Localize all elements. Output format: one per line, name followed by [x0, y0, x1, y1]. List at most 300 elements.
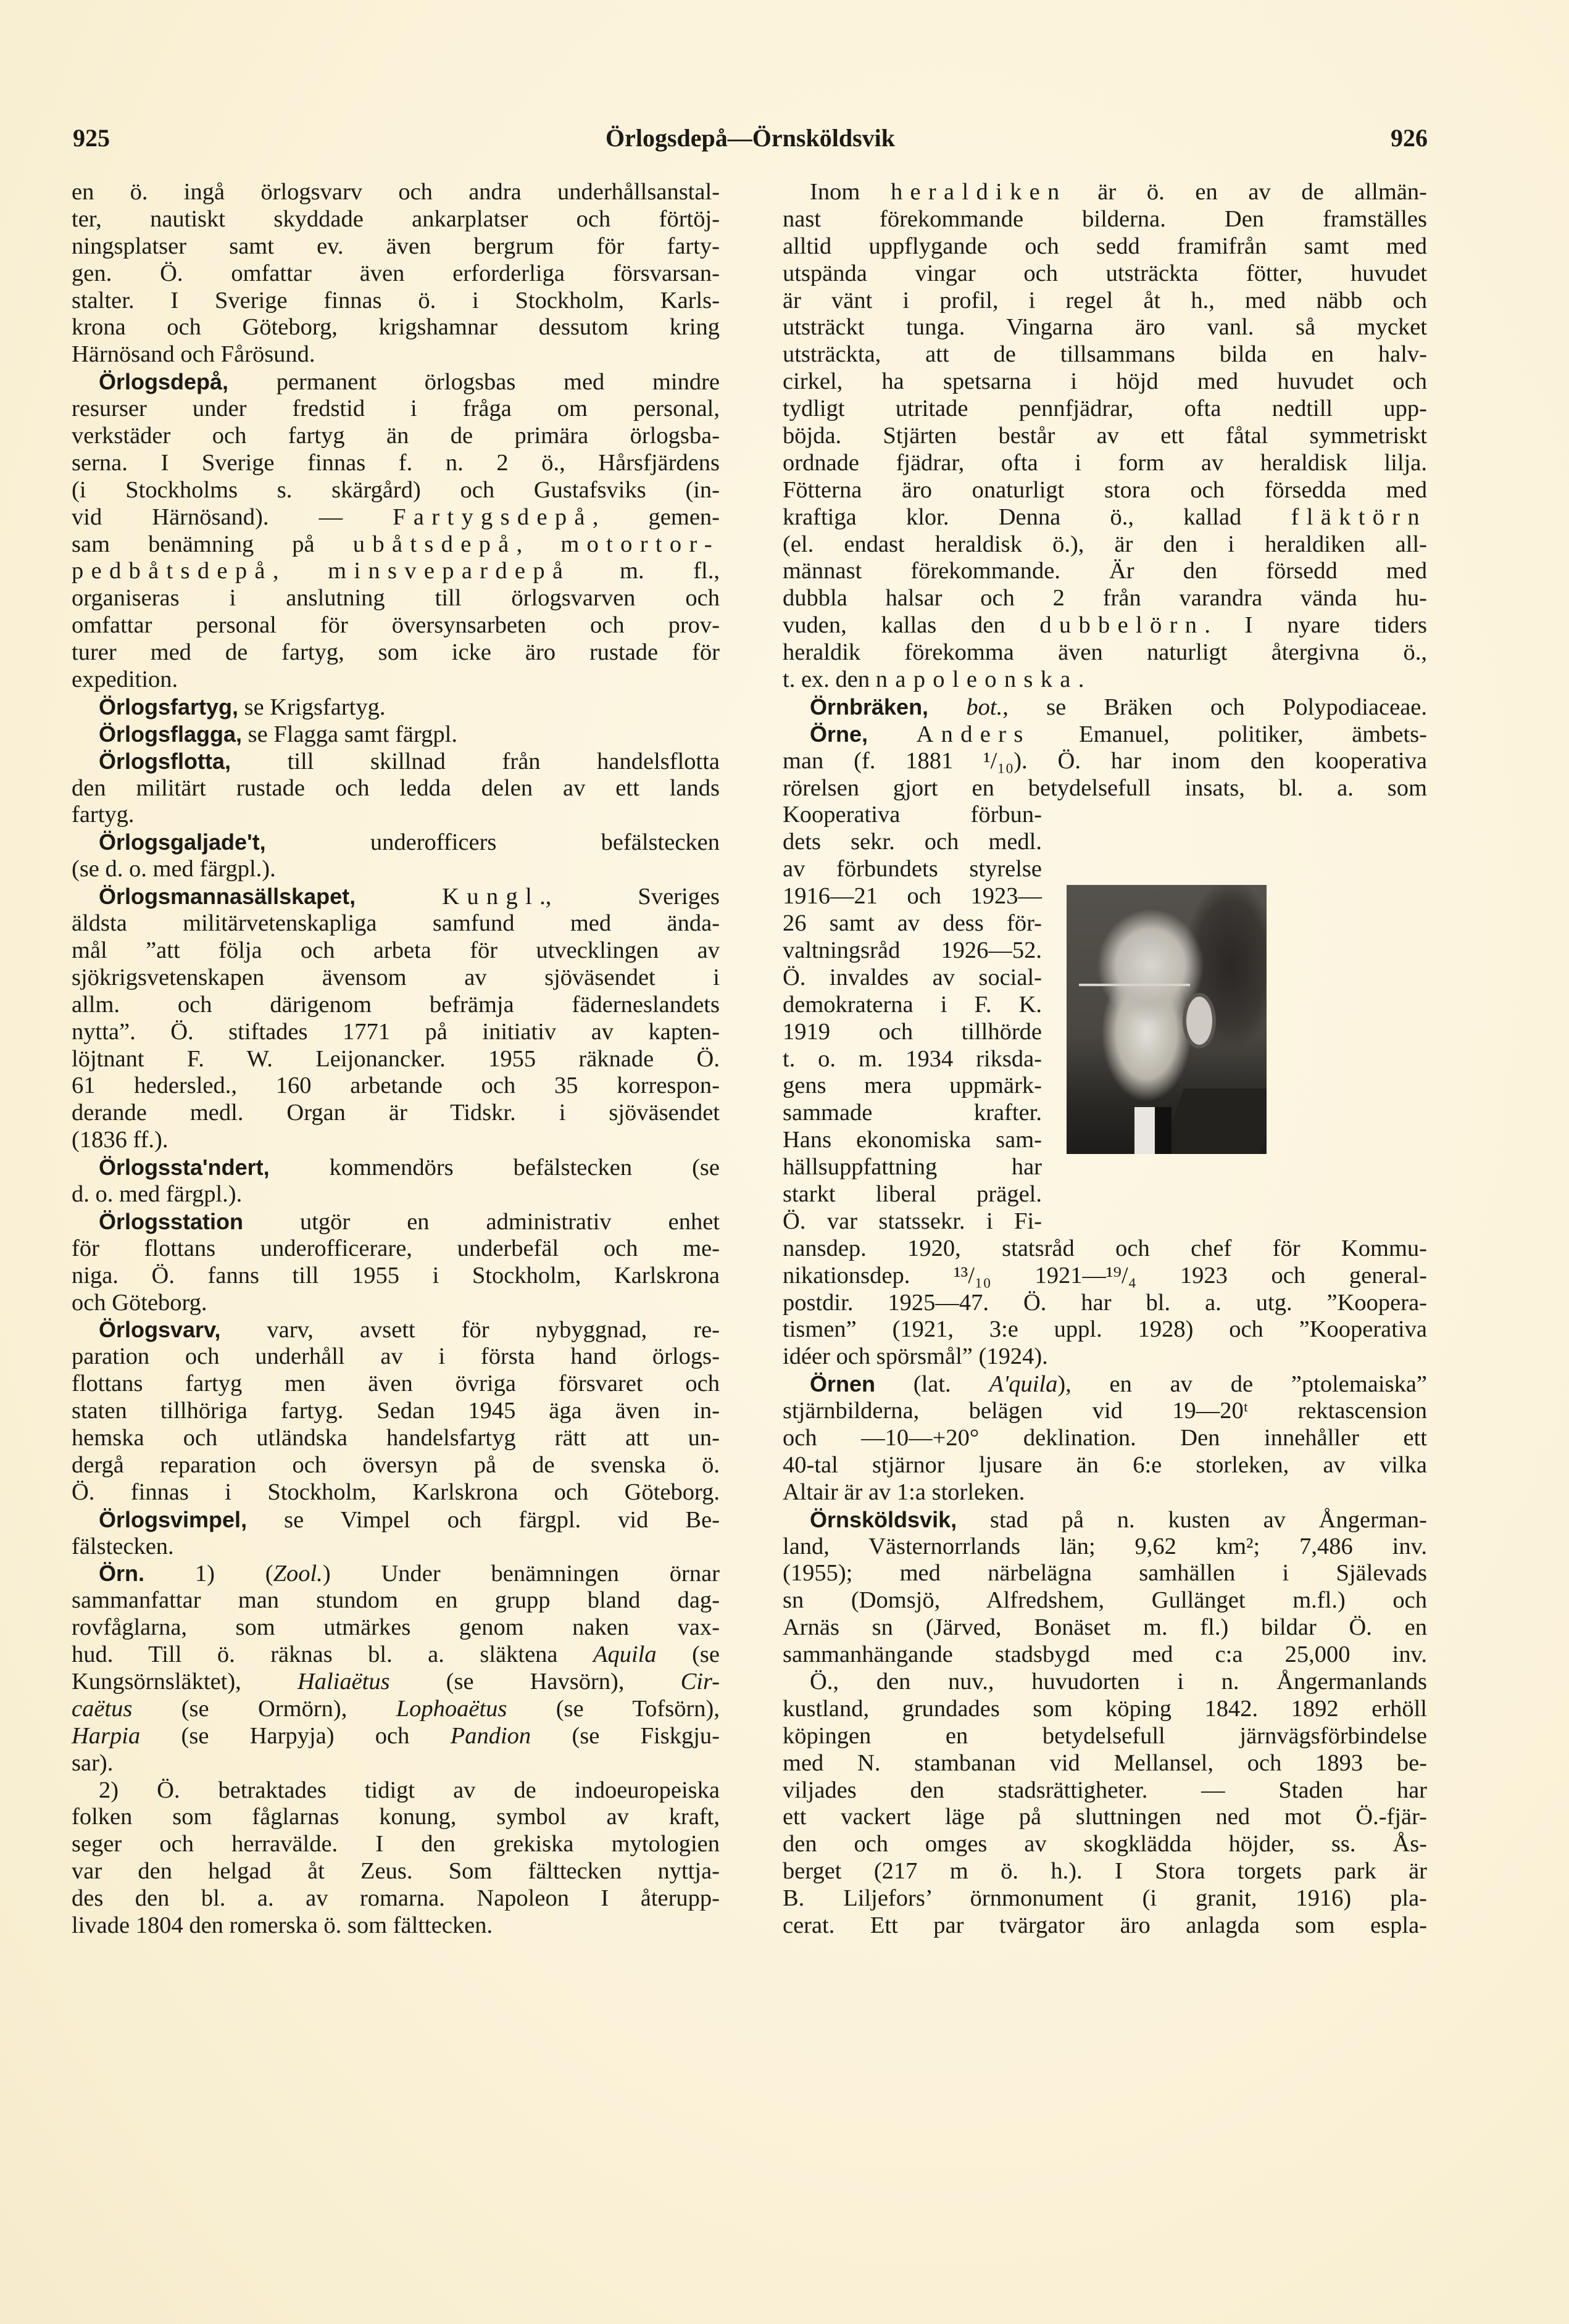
text-line: [783, 531, 1427, 558]
text-line: [783, 775, 1427, 802]
text-run: hemska och utländska handelsfartyg rätt att un-: [72, 1424, 720, 1451]
text-line: [783, 1398, 1427, 1425]
text-run: rovfåglarna, som utmärkes genom naken vax-: [72, 1614, 720, 1641]
running-title: Örlogsdepå—Örnsköldsvik: [605, 124, 895, 152]
text-line: [783, 1316, 1427, 1343]
text-line: [72, 639, 720, 666]
text-run: stjärnbilderna, belägen vid 19—20ᵗ rektascension: [783, 1398, 1427, 1424]
text-line: [72, 1343, 720, 1371]
text-line: [783, 233, 1427, 260]
text-line: [72, 1723, 720, 1750]
text-run: des den bl. a. av romarna. Napoleon I återupp-: [72, 1885, 720, 1912]
text-line: [72, 1669, 720, 1696]
headword: Örlogsfartyg,: [99, 694, 239, 720]
text-run: permanent örlogsbas med mindre: [228, 369, 720, 396]
entry-headword-line: [72, 1560, 720, 1587]
text-line: [72, 1533, 720, 1561]
text-run: en ö. ingå örlogsvarv och andra underhållsanstal-: [72, 179, 720, 205]
text-run: ), en av de ”ptolemaiska”: [1057, 1371, 1427, 1398]
entry-headword-line: [72, 721, 720, 748]
text-run: och —10—+20° deklination. Den innehåller ett: [783, 1424, 1427, 1451]
italic-term: Aquila: [593, 1641, 657, 1668]
spaced-term: fläktörn: [1291, 504, 1427, 530]
text-line: [783, 1452, 1427, 1479]
text-run: 40-tal stjärnor ljusare än 6:e storleken, av vilka: [783, 1451, 1427, 1478]
text-run: dets sekr. och medl.: [783, 829, 1042, 855]
text-line: [72, 1127, 720, 1154]
headword: Örlogsvarv,: [99, 1317, 221, 1343]
text-line: [72, 910, 720, 937]
entry-headword-line: [72, 694, 720, 721]
text-run: ningsplatser samt ev. även bergrum för farty-: [72, 233, 720, 259]
text-run: fartyg.: [72, 802, 135, 828]
text-run: (se Tofsörn),: [507, 1695, 720, 1722]
text-line: [72, 1750, 720, 1777]
text-run: ordnade fjädrar, ofta i form av heraldisk lilja.: [783, 449, 1427, 476]
text-line: [72, 1858, 720, 1885]
text-line: [783, 1046, 1042, 1073]
text-run: nast förekommande bilderna. Den framställes: [783, 205, 1427, 232]
text-line: [783, 1723, 1427, 1750]
text-run: (se Fiskgju-: [531, 1722, 720, 1749]
page-number-left: 925: [73, 124, 110, 152]
text-line: [72, 1696, 720, 1723]
text-line: [783, 1831, 1427, 1858]
running-head: [73, 123, 1428, 160]
entry-headword-line: [72, 1208, 720, 1235]
text-line: [72, 1479, 720, 1506]
text-run: (se d. o. med färgpl.).: [72, 856, 276, 882]
text-line: [783, 1587, 1427, 1614]
text-run: är ö. en av de allmän-: [1067, 179, 1427, 205]
portrait-collar: [1134, 1107, 1172, 1154]
text-run: 61 hedersled., 160 arbetande och 35 korrespon-: [72, 1073, 720, 1099]
text-line: [783, 1127, 1042, 1154]
text-run: 26 samt av dess för-: [783, 910, 1042, 937]
text-run: m. fl.,: [570, 558, 720, 584]
text-run: gens mera uppmärk-: [783, 1073, 1042, 1099]
text-run: för flottans underofficerare, underbefäl och me-: [72, 1235, 720, 1261]
text-line: [72, 1181, 720, 1208]
text-run: mål ”att följa och arbeta för utvecklingen av: [72, 937, 720, 963]
text-line: [72, 1912, 720, 1940]
text-run: t. ex. den: [783, 666, 876, 693]
text-line: [72, 1263, 720, 1290]
text-run: kraftiga klor. Denna ö., kallad: [783, 504, 1291, 530]
text-run: verkstäder och fartyg än de primära örlogsba-: [72, 423, 720, 449]
text-run: (1955); med närbelägna samhällen i Själevads: [783, 1560, 1427, 1587]
text-line: [72, 1614, 720, 1641]
text-run: flottans fartyg men även övriga försvaret och: [72, 1371, 720, 1397]
text-run: organiseras i anslutning till örlogsvarven och: [72, 585, 720, 612]
text-line: [72, 1587, 720, 1614]
text-run: Härnösand och Fårösund.: [72, 341, 315, 368]
text-run: var den helgad åt Zeus. Som fälttecken nyttja-: [72, 1858, 720, 1885]
text-run: 1) (: [144, 1561, 273, 1587]
portrait-ear: [1183, 993, 1216, 1048]
text-line: [72, 179, 720, 206]
text-run: heraldik förekomma även naturligt återgivna ö.,: [783, 639, 1427, 666]
entry-headword-line: [72, 1154, 720, 1181]
text-line: [783, 639, 1427, 666]
text-run: ter, nautiskt skyddade ankarplatser och förtöj-: [72, 205, 720, 232]
text-line: [783, 1181, 1042, 1208]
text-run: böjda. Stjärten består av ett fåtal symmetriskt: [783, 423, 1427, 449]
text-line: [72, 1235, 720, 1263]
text-run: (1836 ff.).: [72, 1127, 169, 1153]
text-run: Altair är av 1:a storleken.: [783, 1479, 1025, 1505]
text-line: [72, 1831, 720, 1858]
headword: Örlogsflagga,: [99, 721, 243, 747]
text-run: omfattar personal för översynsarbeten och prov-: [72, 612, 720, 639]
text-line: [72, 1371, 720, 1398]
text-line: [783, 206, 1427, 233]
text-run: underofficers befälstecken: [265, 829, 720, 856]
text-run: dubbla halsar och 2 från varandra vända hu-: [783, 585, 1427, 612]
text-run: hud. Till ö. räknas bl. a. släktena: [72, 1641, 593, 1668]
text-run: sar).: [72, 1749, 114, 1776]
text-run: (i Stockholms s. skärgård) och Gustafsviks (in-: [72, 476, 720, 503]
italic-term: bot.: [966, 694, 1003, 720]
spaced-term: Kungl: [442, 884, 540, 910]
text-line: [783, 585, 1427, 612]
italic-term: Lophoaëtus: [396, 1695, 507, 1722]
text-run: (lat.: [875, 1371, 989, 1398]
text-line: [72, 341, 720, 368]
entry-headword-line: [72, 368, 720, 396]
text-line: [72, 206, 720, 233]
text-run: utsträckta, att de tillsammans bilda en halv-: [783, 341, 1427, 368]
entry-headword-line: [72, 1316, 720, 1343]
text-line: [72, 775, 720, 802]
spaced-term: minsvepardepå: [328, 558, 571, 584]
text-run: rörelsen gjort en betydelsefull insats, bl. a. som: [783, 774, 1427, 801]
text-line: [72, 1019, 720, 1046]
text-run: niga. Ö. fanns till 1955 i Stockholm, Karlskrona: [72, 1262, 720, 1289]
text-line: [783, 748, 1427, 775]
text-line: [783, 1263, 1427, 1290]
text-line: [783, 1208, 1042, 1235]
text-line: [783, 937, 1042, 965]
text-line: [72, 314, 720, 341]
text-line: [783, 1804, 1427, 1831]
text-line: [72, 1398, 720, 1425]
spaced-term: napoleonska: [875, 666, 1078, 693]
text-run: t. o. m. 1934 riksda-: [783, 1045, 1042, 1072]
spaced-term: pedbåtsdepå: [72, 558, 273, 584]
text-line: [783, 1614, 1427, 1641]
text-run: Inom: [810, 179, 891, 205]
text-line: [72, 260, 720, 288]
text-line: [783, 558, 1427, 585]
text-line: [72, 1046, 720, 1073]
text-run: sammade krafter.: [783, 1100, 1042, 1126]
text-line: [783, 1343, 1427, 1371]
text-line: [72, 423, 720, 450]
text-run: demokraterna i F. K.: [783, 991, 1042, 1018]
text-run: (se Ormörn),: [132, 1695, 396, 1722]
text-line: [72, 1641, 720, 1669]
text-line: [72, 612, 720, 639]
left-column: [72, 179, 720, 1940]
text-run: cerat. Ett par tvärgator äro anlagda som espla-: [783, 1912, 1427, 1938]
text-run: vid Härnösand). —: [72, 504, 393, 530]
text-line: [72, 450, 720, 477]
text-line: [783, 368, 1427, 396]
text-run: tydligt utritade pennfjädrar, ofta nedtill upp-: [783, 396, 1427, 422]
text-run: hällsuppfattning har: [783, 1154, 1042, 1181]
text-run: vuden, kallas den: [783, 612, 1040, 639]
text-run: stad på n. kusten av Ångerman-: [957, 1506, 1427, 1533]
text-line: [783, 1290, 1427, 1317]
text-line: [72, 233, 720, 260]
text-run: Emanuel, politiker, ämbets-: [1030, 721, 1427, 747]
italic-term: Cir-: [680, 1668, 720, 1695]
text-run: expedition.: [72, 666, 178, 693]
text-line: [72, 856, 720, 883]
text-run: Ö. var statssekr. i Fi-: [783, 1208, 1042, 1234]
text-line: [783, 1560, 1427, 1587]
text-run: serna. I Sverige finnas f. n. 2 ö., Hårsfjärdens: [72, 449, 720, 476]
text-run: [928, 694, 966, 720]
text-line: [783, 1425, 1427, 1452]
text-line: [783, 1019, 1042, 1046]
text-run: (se Havsörn),: [389, 1668, 681, 1695]
text-run: se Flagga samt färgpl.: [242, 721, 457, 747]
text-run: starkt liberal prägel.: [783, 1181, 1042, 1207]
spaced-term: dubbelörn: [1039, 612, 1205, 639]
text-run: och Göteborg.: [72, 1289, 207, 1316]
text-run: derande medl. Organ är Tidskr. i sjöväsendet: [72, 1100, 720, 1126]
text-run: den militärt rustade och ledda delen av ett lands: [72, 774, 720, 801]
text-line: [72, 1885, 720, 1912]
text-run: postdir. 1925—47. Ö. har bl. a. utg. ”Koopera-: [783, 1289, 1427, 1316]
text-run: (el. endast heraldisk ö.), är den i heraldiken all-: [783, 531, 1427, 557]
text-run: cirkel, ha spetsarna i höjd med huvudet och: [783, 368, 1427, 395]
text-line: [72, 558, 720, 585]
text-run: varv, avsett för nybyggnad, re-: [220, 1317, 720, 1343]
entry-headword-line: [783, 1506, 1427, 1533]
entry-headword-line: [72, 748, 720, 775]
text-line: [783, 1073, 1042, 1100]
spaced-term: motortor-: [560, 531, 720, 557]
text-run: nytta”. Ö. stiftades 1771 på initiativ av kapten-: [72, 1018, 720, 1045]
text-line: [72, 585, 720, 612]
italic-term: Zool.: [273, 1561, 323, 1587]
text-run: berget (217 m ö. h.). I Stora torgets park är: [783, 1858, 1427, 1885]
text-run: valtningsråd 1926—52.: [783, 937, 1042, 963]
text-line: [783, 1479, 1427, 1506]
text-run: se Krigsfartyg.: [238, 694, 386, 720]
text-run: äldsta militärvetenskapliga samfund med ända-: [72, 910, 720, 937]
text-line: [783, 341, 1427, 368]
headword: Örnen: [810, 1371, 876, 1397]
text-run: livade 1804 den romerska ö. som fälttecken.: [72, 1912, 493, 1938]
text-run: resurser under fredstid i fråga om personal,: [72, 396, 720, 422]
text-line: [783, 1235, 1427, 1263]
text-run: med N. stambanan vid Mellansel, och 1893 be-: [783, 1749, 1427, 1776]
spaced-term: Fartygsdepå: [393, 504, 593, 530]
headword: Örlogsgaljade't,: [99, 829, 266, 855]
text-run: ) Under benämningen örnar: [322, 1561, 720, 1587]
text-run: sjökrigsvetenskapen ävensom av sjöväsendet i: [72, 964, 720, 990]
text-run: sn (Domsjö, Alfredshem, Gullänget m.fl.) och: [783, 1587, 1427, 1614]
text-line: [783, 179, 1427, 206]
text-run: 2) Ö. betraktades tidigt av de indoeuropeiska: [99, 1777, 720, 1803]
text-line: [783, 423, 1427, 450]
text-line: [72, 531, 720, 558]
text-run: 1919 och tillhörde: [783, 1018, 1042, 1045]
text-run: ,: [516, 531, 561, 557]
text-line: [72, 992, 720, 1019]
text-run: Ö. invaldes av social-: [783, 964, 1042, 990]
text-line: [72, 1777, 720, 1804]
text-line: [783, 910, 1042, 937]
spaced-term: Anders: [916, 721, 1031, 747]
headword: Örne,: [810, 721, 868, 747]
text-line: [72, 802, 720, 829]
text-line: [72, 1425, 720, 1452]
text-line: [783, 1885, 1427, 1912]
headword: Örlogsstation: [99, 1208, 244, 1234]
text-line: [783, 1669, 1427, 1696]
text-line: [783, 314, 1427, 341]
text-run: paration och underhåll av i första hand örlogs-: [72, 1343, 720, 1370]
text-run: viljades den stadsrättigheter. — Staden har: [783, 1777, 1427, 1803]
text-run: land, Västernorrlands län; 9,62 km²; 7,486 inv.: [783, 1533, 1427, 1559]
text-run: Kungsörnsläktet),: [72, 1668, 298, 1695]
text-run: .: [1078, 666, 1084, 693]
text-run: ett vackert läge på sluttningen ned mot Ö.-fjär-: [783, 1804, 1427, 1830]
headword: Örlogsvimpel,: [99, 1506, 248, 1532]
text-line: [783, 1912, 1427, 1940]
entry-headword-line: [72, 829, 720, 856]
text-run: Hans ekonomiska sam-: [783, 1127, 1042, 1153]
headword: Örlogsflotta,: [99, 748, 231, 774]
text-run: seger och herravälde. I den grekiska mytologien: [72, 1831, 720, 1857]
text-line: [72, 937, 720, 965]
text-line: [783, 965, 1042, 992]
text-run: (se: [656, 1641, 720, 1668]
text-run: fälstecken.: [72, 1533, 174, 1559]
text-line: [72, 1804, 720, 1831]
italic-term: A'quila: [989, 1371, 1058, 1398]
text-run: kustland, grundades som köping 1842. 1892 erhöll: [783, 1695, 1427, 1722]
text-run: . I nyare tiders: [1204, 612, 1427, 639]
portrait-glasses: [1079, 984, 1190, 986]
text-run: ,: [272, 558, 328, 584]
text-line: [72, 666, 720, 694]
text-line: [72, 965, 720, 992]
headword: Örlogsmannasällskapet,: [99, 884, 356, 910]
text-line: [783, 1777, 1427, 1804]
entry-headword-line: [783, 1371, 1427, 1398]
text-line: [783, 288, 1427, 315]
text-line: [72, 288, 720, 315]
text-run: krona och Göteborg, krigshamnar dessutom kring: [72, 314, 720, 341]
text-run: (se Harpyja) och: [140, 1722, 451, 1749]
text-run: köpingen en betydelsefull järnvägsförbindelse: [783, 1722, 1427, 1749]
text-run: ., Sveriges: [539, 884, 720, 910]
entry-headword-line: [72, 883, 720, 910]
text-run: sammanfattar man stundom en grupp bland dag-: [72, 1587, 720, 1614]
text-run: Ö., den nuv., huvudorten i n. Ångermanlands: [810, 1668, 1427, 1695]
portrait-photo-icon: [1067, 885, 1267, 1154]
entry-headword-line: [783, 694, 1427, 721]
text-line: [72, 477, 720, 504]
text-line: [72, 504, 720, 531]
text-line: [72, 1100, 720, 1127]
text-line: [783, 504, 1427, 531]
text-line: [783, 1533, 1427, 1561]
text-line: [783, 802, 1042, 829]
text-run: alltid uppflygande och sedd framifrån samt med: [783, 233, 1427, 259]
page-number-right: 926: [1391, 124, 1428, 152]
text-run: , se Bräken och Polypodiaceae.: [1002, 694, 1427, 720]
text-line: [783, 992, 1042, 1019]
text-line: [783, 1858, 1427, 1885]
text-run: se Vimpel och färgpl. vid Be-: [247, 1506, 720, 1533]
text-line: [783, 856, 1042, 883]
headword: Örn.: [99, 1561, 145, 1587]
text-run: sam benämning på: [72, 531, 353, 557]
text-line: [783, 260, 1427, 288]
text-line: [72, 1073, 720, 1100]
portrait-coat: [1159, 1089, 1267, 1154]
text-run: utgör en administrativ enhet: [243, 1208, 720, 1235]
text-line: [783, 1641, 1427, 1669]
text-line: [783, 612, 1427, 639]
text-run: folken som fåglarnas konung, symbol av kraft,: [72, 1804, 720, 1830]
text-run: B. Liljefors’ örnmonument (i granit, 1916) pla-: [783, 1885, 1427, 1912]
text-run: är vänt i profil, i regel åt h., med näbb och: [783, 287, 1427, 313]
headword: Örlogssta'ndert,: [99, 1155, 270, 1181]
text-run: sammanhängande stadsbygd med c:a 25,000 inv.: [783, 1641, 1427, 1668]
text-run: nansdep. 1920, statsråd och chef för Kommu-: [783, 1235, 1427, 1261]
text-run: utsträckt tunga. Vingarna äro vanl. så mycket: [783, 314, 1427, 341]
text-run: löjtnant F. W. Leijonancker. 1955 räknade Ö.: [72, 1045, 720, 1072]
headword: Örnsköldsvik,: [810, 1506, 957, 1532]
italic-term: Haliaëtus: [297, 1668, 390, 1695]
text-run: nikationsdep. ¹³/₁₀ 1921—¹⁹/₄ 1923 och general-: [783, 1262, 1427, 1289]
text-line: [783, 396, 1427, 423]
text-run: 1916—21 och 1923—: [783, 883, 1042, 910]
text-line: [783, 666, 1427, 694]
headword: Örlogsdepå,: [99, 369, 229, 395]
text-run: männast förekommande. Är den försedd med: [783, 558, 1427, 584]
text-line: [72, 1452, 720, 1479]
text-run: Arnäs sn (Järved, Bonäset m. fl.) bildar Ö. en: [783, 1614, 1427, 1641]
text-run: tismen” (1921, 3:e uppl. 1928) och ”Kooperativa: [783, 1316, 1427, 1343]
text-line: [72, 396, 720, 423]
headword: Örnbräken,: [810, 694, 929, 720]
text-run: kommendörs befälstecken (se: [269, 1155, 720, 1181]
text-run: [356, 884, 442, 910]
text-run: gen. Ö. omfattar även erforderliga försvarsan-: [72, 260, 720, 286]
text-line: [783, 883, 1042, 910]
text-line: [783, 1100, 1042, 1127]
text-run: turer med de fartyg, som icke äro rustade för: [72, 639, 720, 666]
italic-term: Harpia: [72, 1722, 141, 1749]
text-run: Kooperativa förbun-: [783, 802, 1042, 828]
text-run: den och omges av skogklädda höjder, ss. Ås-: [783, 1831, 1427, 1857]
text-run: man (f. 1881 ¹/₁₀). Ö. har inom den kooperativa: [783, 747, 1427, 774]
text-run: Ö. finnas i Stockholm, Karlskrona och Göteborg.: [72, 1479, 720, 1505]
text-run: dergå reparation och översyn på de svenska ö.: [72, 1451, 720, 1478]
text-run: av förbundets styrelse: [783, 856, 1042, 882]
spaced-term: ubåtsdepå: [352, 531, 517, 557]
text-line: [783, 450, 1427, 477]
